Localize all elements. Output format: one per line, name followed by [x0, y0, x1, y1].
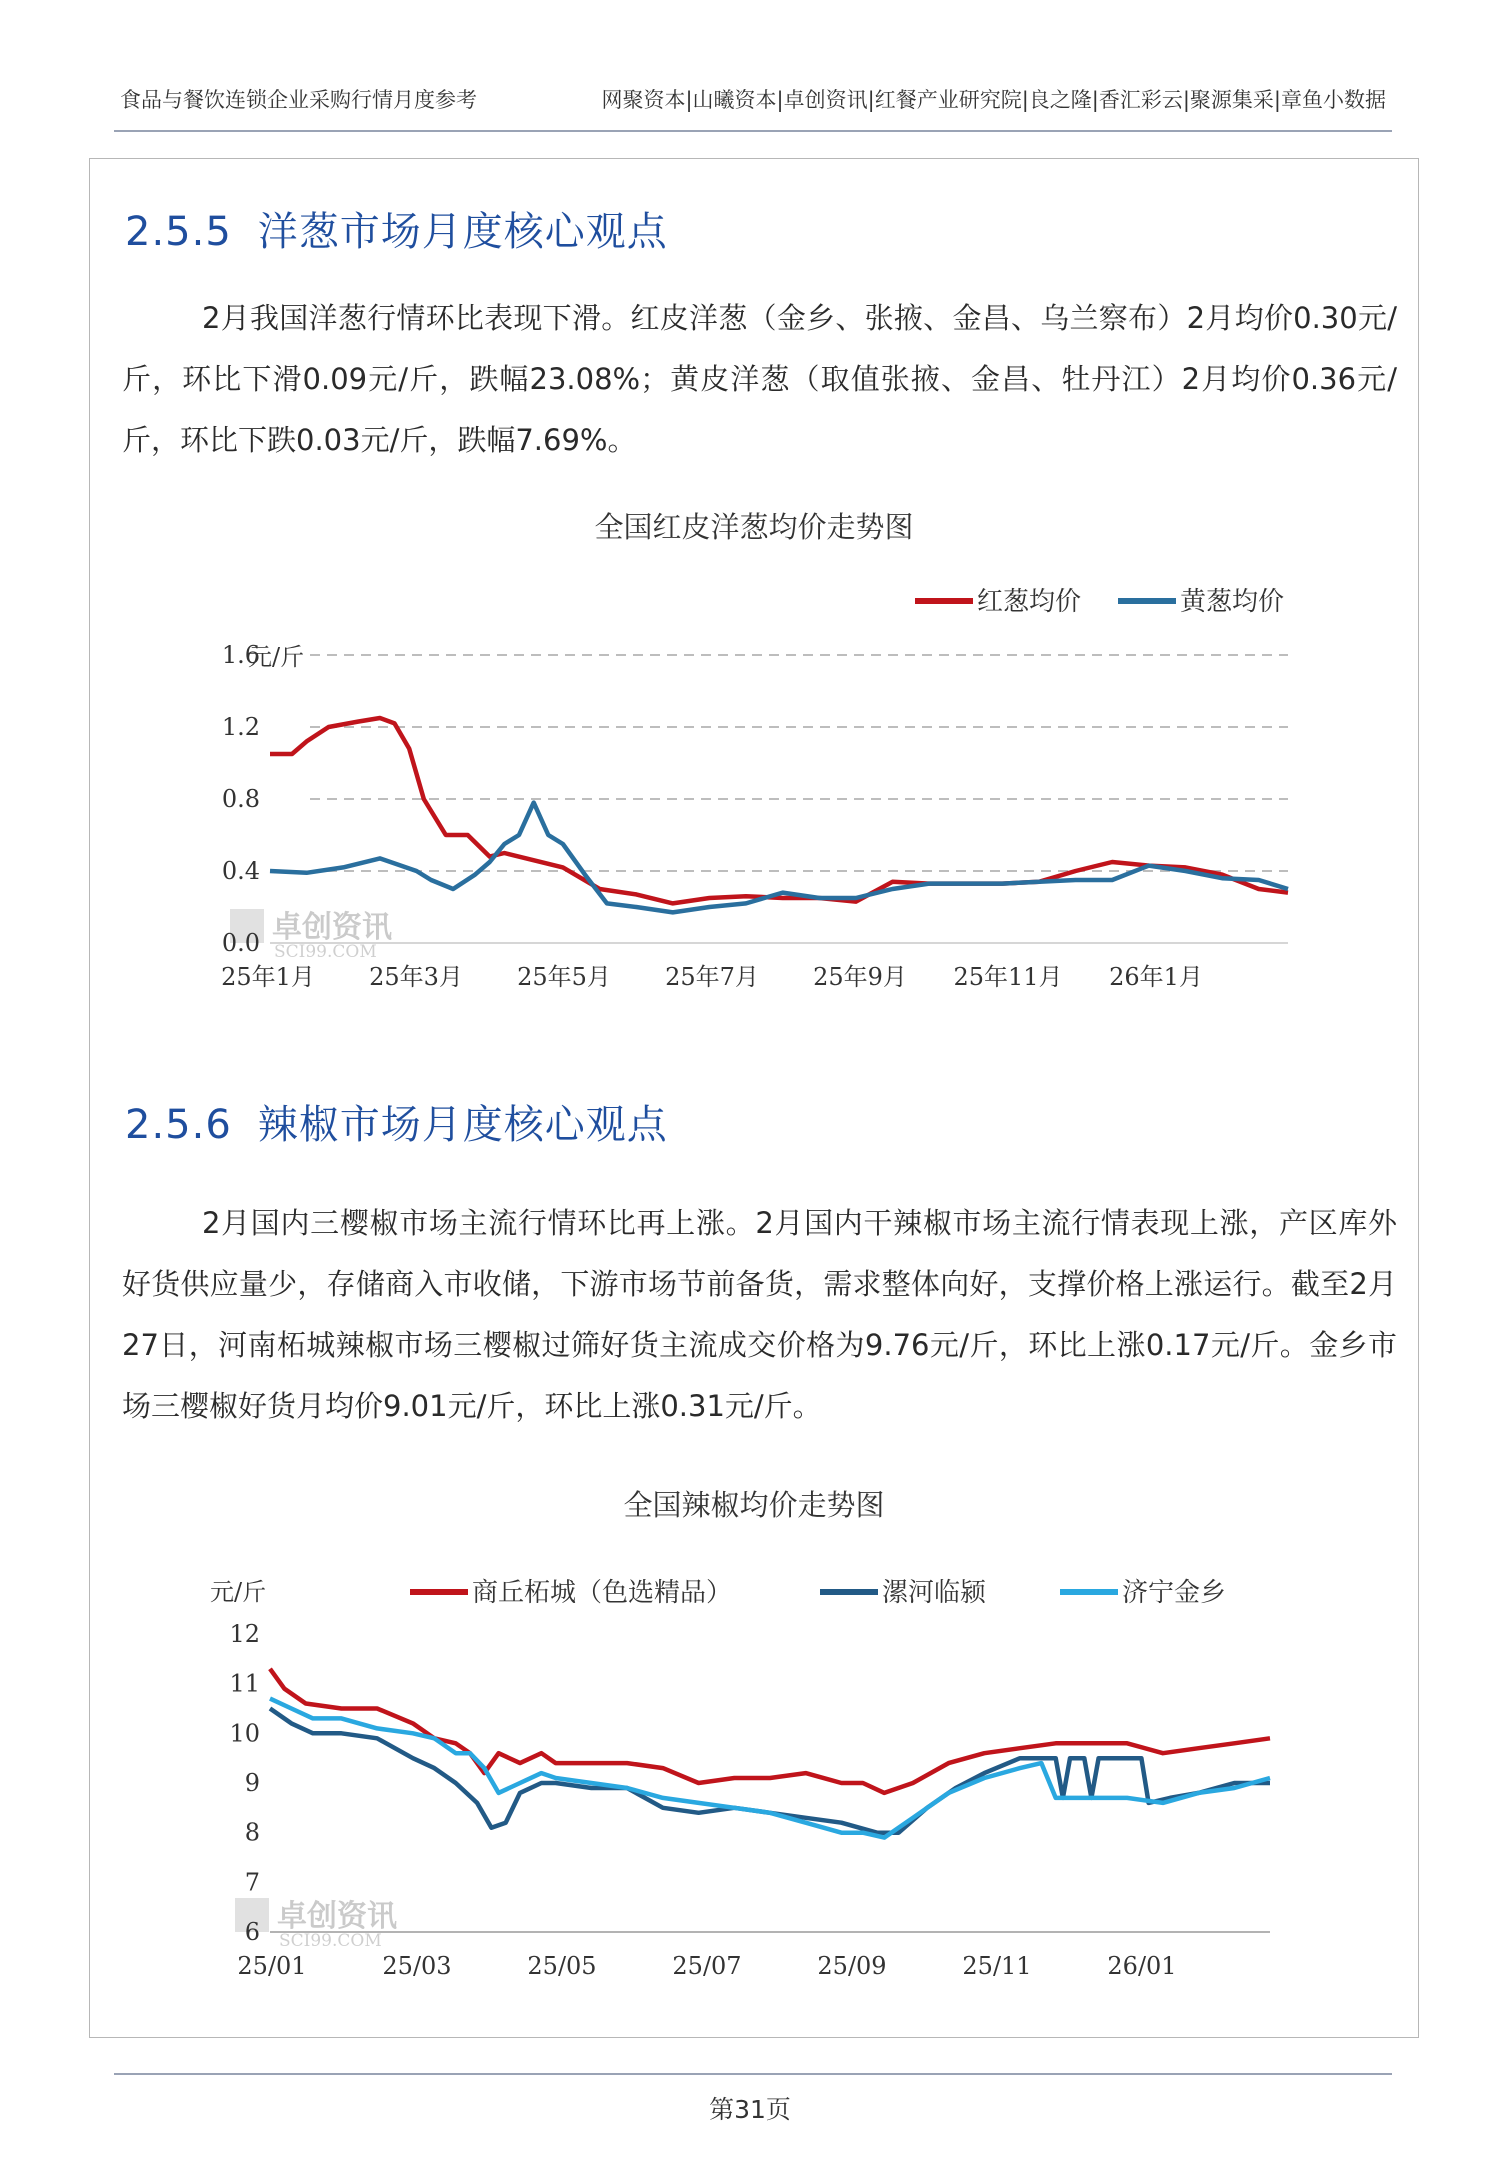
y-tick-label: 0.0 — [221, 929, 260, 957]
watermark-site: SCI99.COM — [274, 942, 377, 962]
series-line-2 — [270, 803, 1288, 913]
watermark-brand: 卓创资讯 — [272, 910, 392, 945]
y-axis-unit: 元/斤 — [210, 1578, 267, 1606]
y-tick-label: 8 — [244, 1818, 260, 1847]
y-tick-label: 12 — [229, 1620, 260, 1648]
y-tick-label: 0.8 — [221, 785, 260, 813]
y-tick-label: 1.6 — [221, 641, 260, 669]
x-tick-label: 25年9月 — [813, 963, 907, 991]
x-tick-label: 26/01 — [1107, 1952, 1177, 1980]
chili-chart-title: 全国辣椒均价走势图 — [623, 1488, 885, 1522]
section-title-chili — [125, 1093, 668, 1150]
series-line-1 — [270, 1669, 1270, 1793]
legend-label-2: 漯河临颍 — [882, 1578, 987, 1608]
onion-chart-title: 全国红皮洋葱均价走势图 — [594, 510, 914, 544]
watermark-brand: 卓创资讯 — [277, 1899, 397, 1934]
section-title-onion — [125, 200, 668, 257]
watermark-site: SCI99.COM — [279, 1931, 382, 1951]
x-tick-label: 25年5月 — [517, 963, 611, 991]
section-number: 2.5.5 — [125, 209, 232, 255]
legend-label-3: 济宁金乡 — [1122, 1578, 1227, 1608]
x-tick-label: 25/05 — [527, 1952, 597, 1980]
y-tick-label: 7 — [244, 1868, 260, 1897]
legend-label-1: 红葱均价 — [977, 587, 1082, 617]
section-heading: 洋葱市场月度核心观点 — [257, 209, 668, 255]
chili-paragraph — [122, 1193, 1397, 1437]
x-tick-label: 25年11月 — [953, 963, 1063, 991]
chili-paragraph-text: 2月国内三樱椒市场主流行情环比再上涨。2月国内干辣椒市场主流行情表现上涨，产区库外好货供应量少，存储商入市收储，下游市场节前备货，需求整体向好，支撑价格上涨运行。截至2月27日，河南柘城辣椒市场三樱椒过筛好货主流成交价格为9.76元/斤，环比上涨0.17元/斤。金乡市场三樱椒好货月均价9.01元/斤，环比上涨0.31元/斤。 — [122, 1206, 1397, 1423]
x-tick-label: 25/09 — [817, 1952, 887, 1980]
section-heading: 辣椒市场月度核心观点 — [257, 1102, 668, 1148]
section-number: 2.5.6 — [125, 1102, 232, 1148]
x-tick-label: 26年1月 — [1109, 963, 1203, 991]
y-tick-label: 9 — [244, 1769, 260, 1797]
chili-price-chart — [190, 1560, 1330, 2000]
page-number: 第31页 — [709, 2095, 791, 2124]
onion-paragraph-text: 2月我国洋葱行情环比表现下滑。红皮洋葱（金乡、张掖、金昌、乌兰察布）2月均价0.30元/斤，环比下滑0.09元/斤，跌幅23.08%；黄皮洋葱（取值张掖、金昌、牡丹江）2月均价0.36元/斤，环比下跌0.03元/斤，跌幅7.69%。 — [122, 301, 1397, 457]
legend-label-2: 黄葱均价 — [1180, 587, 1285, 617]
series-line-3 — [270, 1699, 1270, 1838]
y-tick-label: 10 — [229, 1719, 260, 1748]
x-tick-label: 25年7月 — [665, 963, 759, 991]
page-header — [114, 84, 1392, 132]
header-partners: 网聚资本|山曦资本|卓创资讯|红餐产业研究院|良之隆|香汇彩云|聚源集采|章鱼小数据 — [601, 88, 1386, 112]
legend-label-1: 商丘柘城（色选精品） — [472, 1578, 733, 1608]
y-axis-unit: 元/斤 — [248, 643, 305, 671]
x-tick-label: 25/03 — [382, 1952, 452, 1980]
y-tick-label: 1.2 — [221, 713, 260, 741]
x-tick-label: 25/11 — [962, 1952, 1032, 1980]
x-tick-label: 25年3月 — [369, 963, 463, 991]
onion-price-chart — [170, 575, 1310, 1005]
x-tick-label: 25年1月 — [221, 963, 315, 991]
header-report-title: 食品与餐饮连锁企业采购行情月度参考 — [120, 88, 477, 112]
y-tick-label: 11 — [229, 1669, 260, 1698]
page-footer-rule — [114, 2073, 1392, 2075]
y-tick-label: 6 — [244, 1918, 260, 1946]
onion-paragraph — [122, 288, 1397, 471]
x-tick-label: 25/01 — [237, 1952, 307, 1980]
y-tick-label: 0.4 — [221, 857, 260, 885]
x-tick-label: 25/07 — [672, 1952, 742, 1980]
